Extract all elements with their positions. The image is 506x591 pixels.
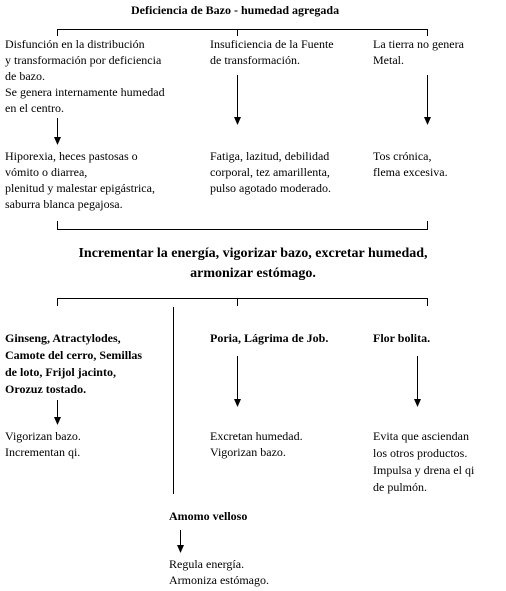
arrow-2-head (234, 117, 241, 125)
cause-3: La tierra no genera Metal. (373, 37, 464, 67)
extra-action: Regula energía. Armoniza estómago. (169, 557, 269, 587)
arrow-7-head (177, 545, 184, 553)
treatment-principle: Incrementar la energía, vigorizar bazo, excretar humedad, armonizar estómago. (78, 246, 428, 281)
cause-2: Insuficiencia de la Fuente de transformación. (210, 37, 334, 67)
symptoms-brace (58, 221, 428, 230)
herb-group-2: Poria, Lágrima de Job. (210, 331, 329, 345)
symptom-2: Fatiga, lazitud, debilidad corporal, tez amarillenta, pulso agotado moderado. (210, 149, 331, 195)
symptom-1: Hiporexia, heces pastosas o vómito o diarrea, plenitud y malestar epigástrica, saburra blanca pegajosa. (5, 149, 155, 211)
action-3: Evita que asciendan los otros productos. Impulsa y drena el qi de pulmón. (373, 429, 475, 494)
arrow-6-head (414, 399, 421, 407)
extra-herb: Amomo velloso (169, 509, 248, 523)
action-2: Excretan humedad. Vigorizan bazo. (210, 429, 303, 459)
action-1: Vigorizan bazo. Incrementan qi. (5, 429, 81, 459)
herb-group-3: Flor bolita. (373, 331, 431, 345)
diagram-title: Deficiencia de Bazo - humedad agregada (131, 3, 340, 17)
arrow-1-head (54, 137, 61, 145)
cause-1: Disfunción en la distribución y transformación por deficiencia de bazo. Se genera internamente humedad en el centro. (5, 37, 165, 115)
herb-group-1: Ginseng, Atractylodes, Camote del cerro, Semillas de loto, Frijol jacinto, Orozuz tostado. (5, 331, 143, 396)
arrow-5-head (234, 399, 241, 407)
symptom-3: Tos crónica, flema excesiva. (373, 149, 448, 179)
arrow-4-head (54, 417, 61, 425)
arrow-3-head (424, 117, 431, 125)
